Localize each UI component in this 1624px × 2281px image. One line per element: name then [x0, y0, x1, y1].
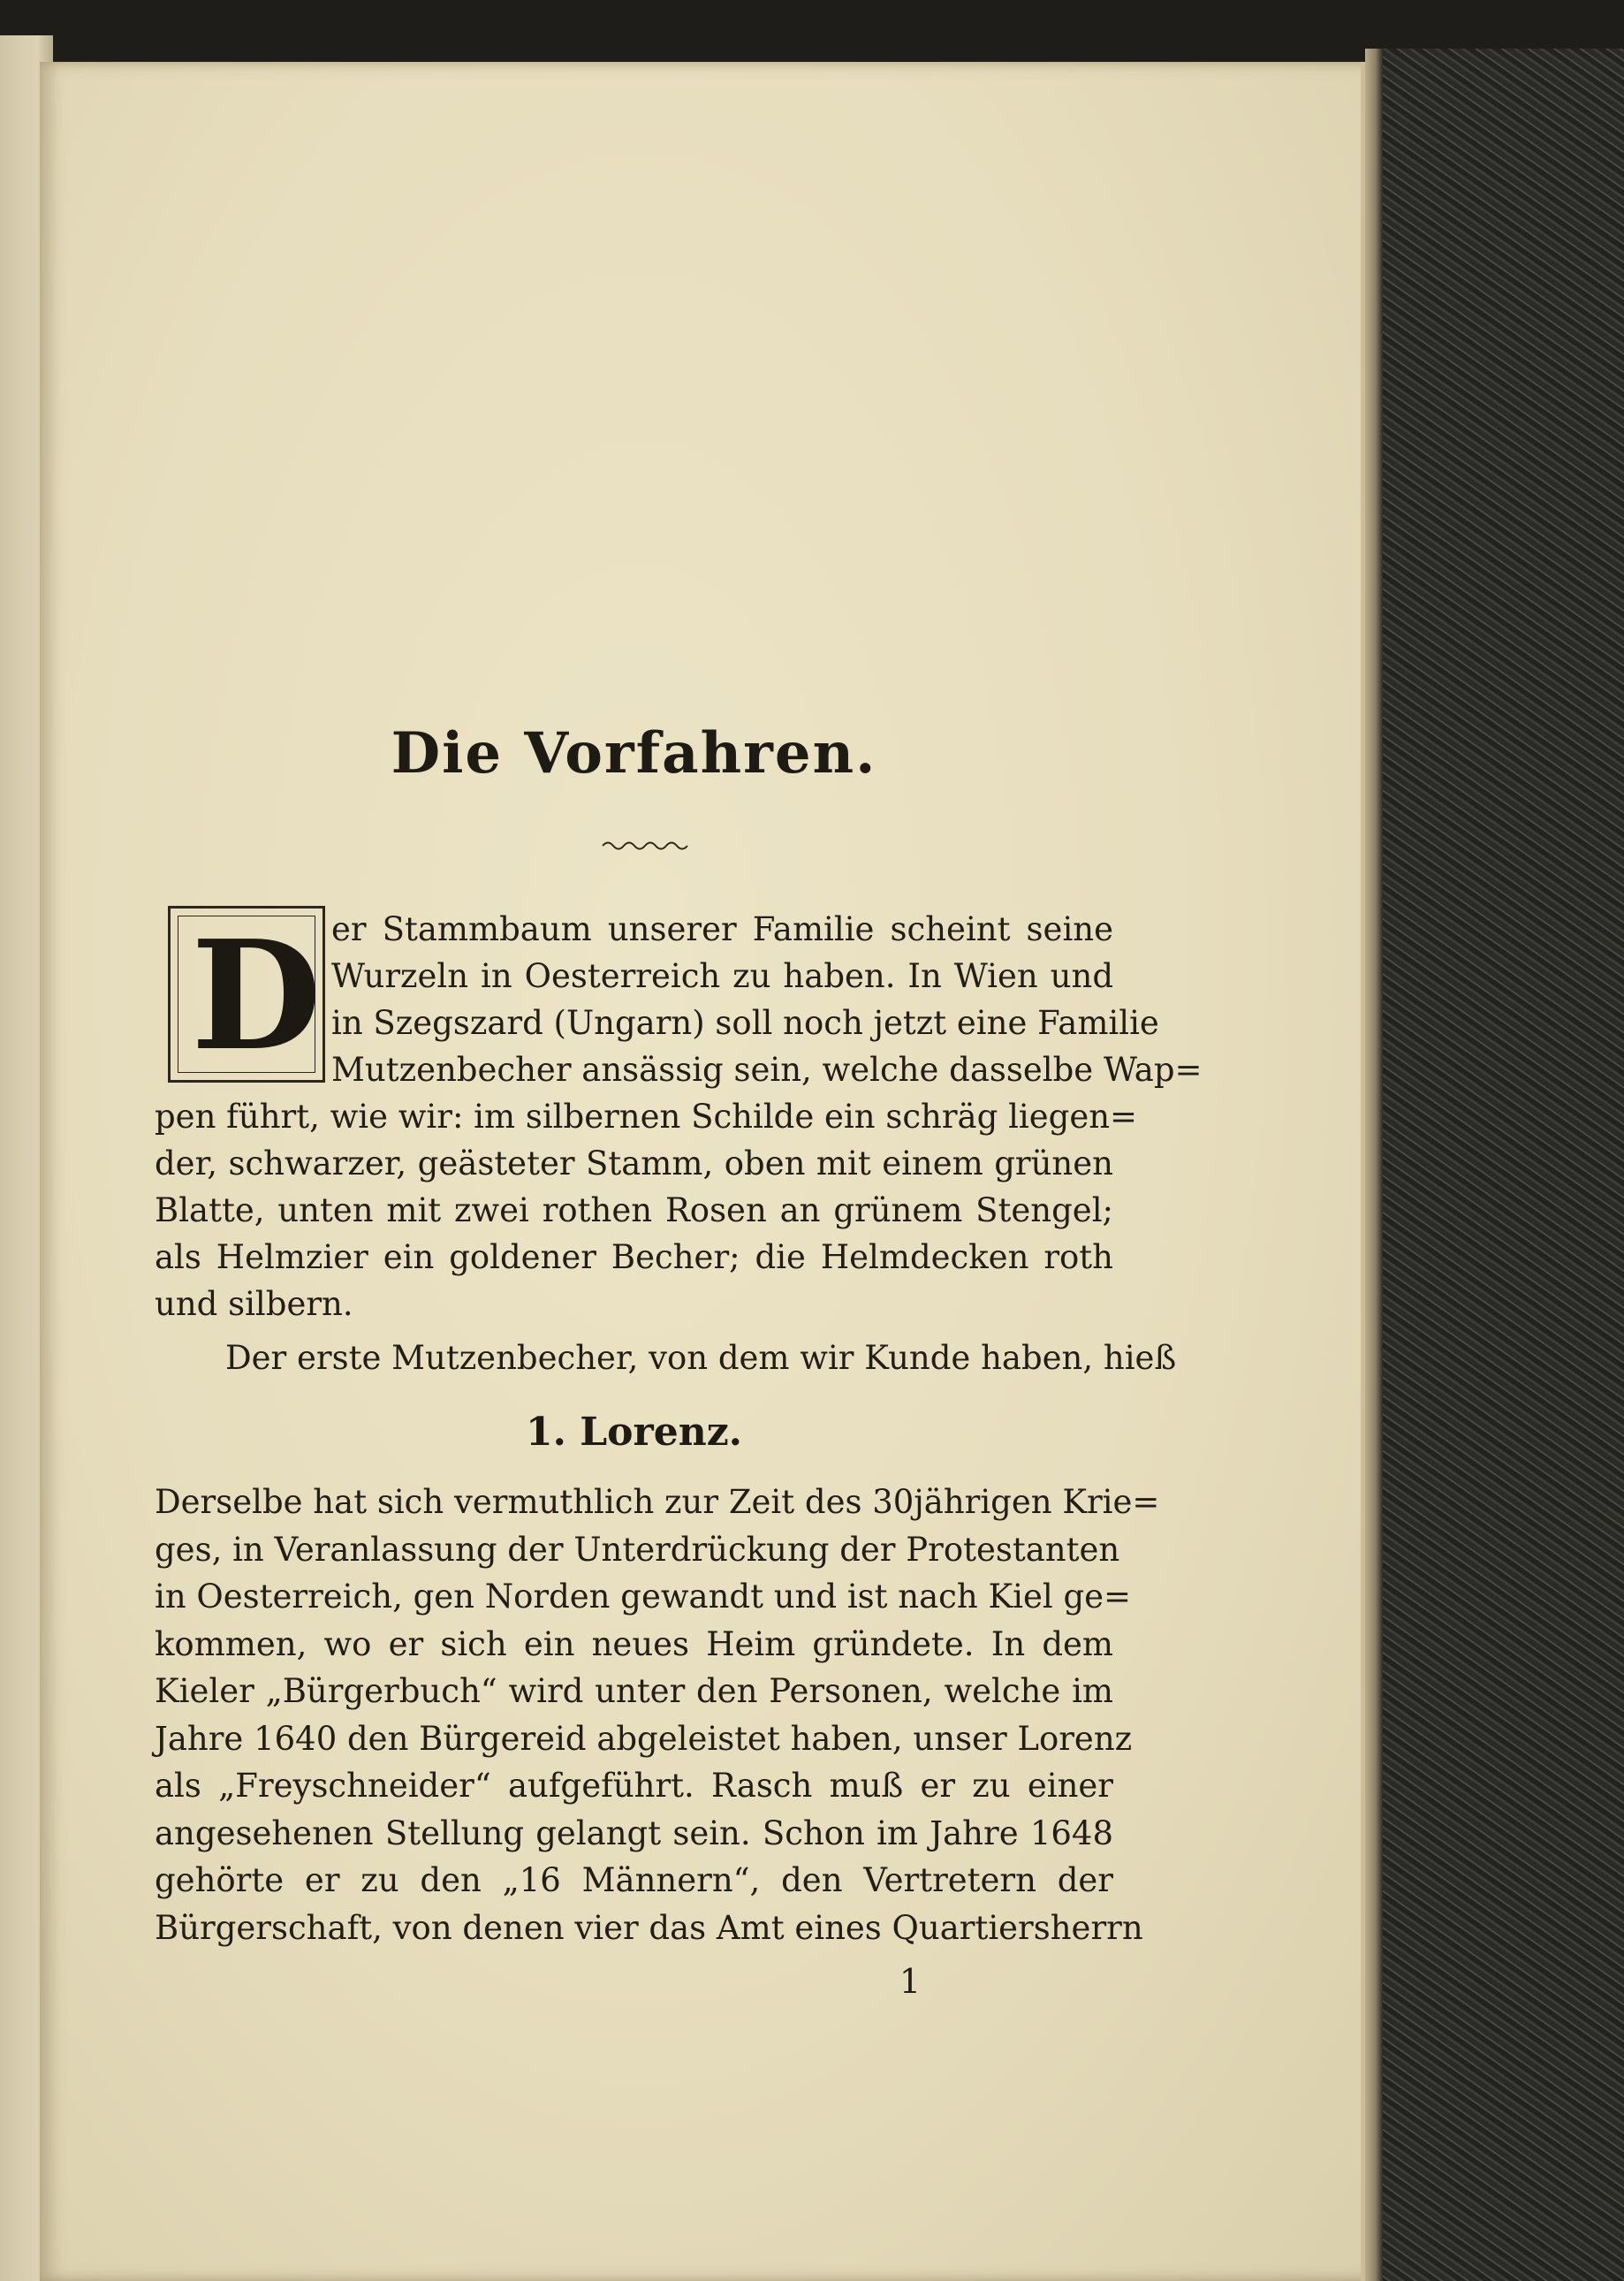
section-line: als „Freyschneider“ aufgeführt. Rasch muß er zu einer: [155, 1767, 1113, 1805]
intro-line: Blatte, unten mit zwei rothen Rosen an grünem Stengel;: [155, 1191, 1113, 1229]
section-line: gehörte er zu den „16 Männern“, den Vertretern der: [155, 1861, 1113, 1899]
drop-cap: D: [191, 908, 322, 1084]
page-number: 1: [899, 1962, 922, 2001]
section-line: in Oesterreich, gen Norden gewandt und ist nach Kiel ge=: [155, 1578, 1132, 1616]
intro-line: Wurzeln in Oesterreich zu haben. In Wien und: [331, 957, 1113, 995]
cover-edge: [1365, 49, 1383, 2281]
book-cover: [1365, 49, 1624, 2281]
intro-line: als Helmzier ein goldener Becher; die Helmdecken roth: [155, 1238, 1113, 1276]
ornament-divider: [601, 838, 689, 854]
section-line: Kieler „Bürgerbuch“ wird unter den Personen, welche im: [155, 1672, 1113, 1710]
chapter-title: Die Vorfahren.: [391, 720, 877, 787]
section-line: ges, in Veranlassung der Unterdrückung der Protestanten: [155, 1530, 1120, 1569]
intro-closing-line: Der erste Mutzenbecher, von dem wir Kunde haben, hieß: [225, 1339, 1177, 1377]
intro-line: pen führt, wie wir: im silbernen Schilde ein schräg liegen=: [155, 1098, 1138, 1136]
intro-line: der, schwarzer, geästeter Stamm, oben mit einem grünen: [155, 1144, 1113, 1182]
section-line: Jahre 1640 den Bürgereid abgeleistet haben, unser Lorenz: [155, 1719, 1133, 1758]
intro-line: Mutzenbecher ansässig sein, welche dasselbe Wap=: [331, 1051, 1203, 1089]
intro-line: und silbern.: [155, 1285, 353, 1323]
section-line: kommen, wo er sich ein neues Heim gründete. In dem: [155, 1624, 1113, 1663]
section-line: Derselbe hat sich vermuthlich zur Zeit des 30jährigen Krie=: [155, 1483, 1160, 1521]
section-heading: 1. Lorenz.: [525, 1410, 742, 1455]
section-line: Bürgerschaft, von denen vier das Amt eines Quartiersherrn: [155, 1908, 1143, 1947]
section-line: angesehenen Stellung gelangt sein. Schon im Jahre 1648: [155, 1813, 1113, 1852]
intro-line: in Szegszard (Ungarn) soll noch jetzt eine Familie: [331, 1004, 1159, 1042]
intro-line: er Stammbaum unserer Familie scheint seine: [331, 910, 1113, 948]
